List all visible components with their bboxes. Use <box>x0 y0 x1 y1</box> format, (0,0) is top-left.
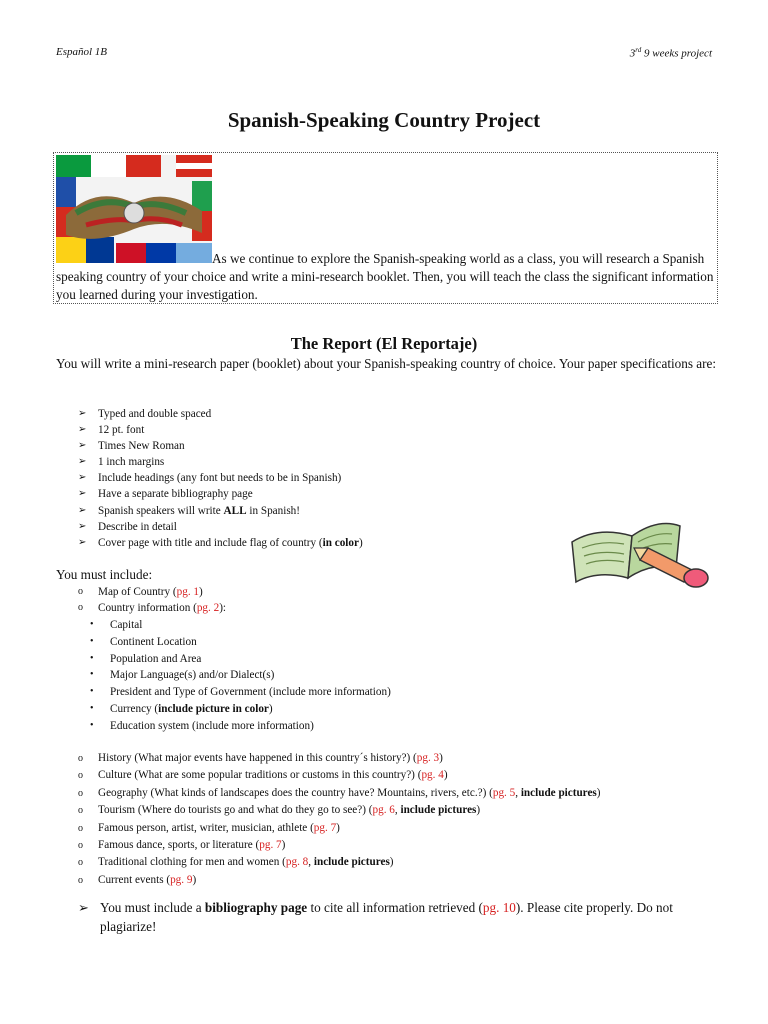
circle-bullet-icon: o <box>78 874 83 886</box>
header-project: 3rd 9 weeks project <box>629 46 712 60</box>
arrow-bullet-icon: ➢ <box>78 504 87 516</box>
list-item: • President and Type of Government (include more information) <box>88 684 391 701</box>
list-item: o Culture (What are some popular traditions or customs in this country?) (pg. 4) <box>78 767 601 784</box>
list-item: o Famous dance, sports, or literature (pg. 7) <box>78 837 601 854</box>
list-item: o Traditional clothing for men and women (pg. 8, include pictures) <box>78 854 601 871</box>
list-item: • Continent Location <box>88 634 391 651</box>
must-include-label: You must include: <box>56 567 153 582</box>
spec-item: ➢ Include headings (any font but needs to be in Spanish) <box>78 470 363 486</box>
page-sections-list <box>78 750 601 889</box>
spec-item: ➢ Cover page with title and include flag of country (in color) <box>78 535 363 551</box>
circle-bullet-icon: o <box>78 822 83 834</box>
page-title: Spanish-Speaking Country Project <box>227 108 541 132</box>
arrow-bullet-icon: ➢ <box>78 440 87 452</box>
circle-bullet-icon: o <box>78 602 83 614</box>
spec-item: ➢ 1 inch margins <box>78 454 363 470</box>
list-item: o Country information (pg. 2): <box>78 600 226 616</box>
arrow-bullet-icon: ➢ <box>78 456 87 468</box>
dot-bullet-icon: • <box>90 719 94 731</box>
report-paragraph: You will write a mini-research paper (booklet) about your Spanish-speaking country of choice. Your paper specifications are: <box>56 356 717 371</box>
spec-item: ➢ 12 pt. font <box>78 422 363 438</box>
spec-item: ➢ Typed and double spaced <box>78 406 363 422</box>
list-item: • Capital <box>88 617 391 634</box>
spec-item: ➢ Have a separate bibliography page <box>78 486 363 502</box>
book-pencil-image <box>568 512 714 590</box>
circle-bullet-icon: o <box>78 805 83 817</box>
must-include-list <box>78 584 226 616</box>
list-item: o Geography (What kinds of landscapes does the country have? Mountains, rivers, etc.?) (pg. 5, include pictures) <box>78 785 601 802</box>
list-item: • Currency (include picture in color) <box>88 701 391 718</box>
arrow-bullet-icon: ➢ <box>78 900 90 915</box>
list-item: o Famous person, artist, writer, musician, athlete (pg. 7) <box>78 820 601 837</box>
spec-item: ➢ Times New Roman <box>78 438 363 454</box>
circle-bullet-icon: o <box>78 753 83 764</box>
arrow-bullet-icon: ➢ <box>78 424 87 436</box>
dot-bullet-icon: • <box>90 652 94 664</box>
spec-item: ➢ Describe in detail <box>78 519 363 535</box>
arrow-bullet-icon: ➢ <box>78 408 87 419</box>
intro-box <box>53 152 718 304</box>
circle-bullet-icon: o <box>78 857 83 869</box>
list-item: • Major Language(s) and/or Dialect(s) <box>88 667 391 684</box>
circle-bullet-icon: o <box>78 840 83 852</box>
list-item: o Map of Country (pg. 1) <box>78 584 226 600</box>
country-info-list <box>88 617 391 735</box>
list-item: o Tourism (Where do tourists go and what do they go to see?) (pg. 6, include pictures) <box>78 802 601 819</box>
circle-bullet-icon: o <box>78 787 83 799</box>
arrow-bullet-icon: ➢ <box>78 472 87 484</box>
circle-bullet-icon: o <box>78 770 83 782</box>
dot-bullet-icon: • <box>90 702 94 714</box>
dot-bullet-icon: • <box>90 686 94 698</box>
list-item: o History (What major events have happened in this country´s history?) (pg. 3) <box>78 750 601 767</box>
intro-text: As we continue to explore the Spanish-speaking world as a class, you will research a Spanish speaking country of your choice and write a mini-research booklet. Then, you will teach the class the significant information you learned during your investigation. <box>56 251 714 302</box>
spec-list <box>78 406 363 551</box>
arrow-bullet-icon: ➢ <box>78 488 87 500</box>
list-item: • Education system (include more information) <box>88 718 391 735</box>
circle-bullet-icon: o <box>78 586 83 597</box>
dot-bullet-icon: • <box>90 619 94 630</box>
flags-handshake-image <box>56 155 212 263</box>
arrow-bullet-icon: ➢ <box>78 520 87 532</box>
arrow-bullet-icon: ➢ <box>78 536 87 548</box>
bibliography-note: ➢ You must include a bibliography page to cite all information retrieved (pg. 10). Please cite properly. Do not plagiarize! <box>78 900 673 934</box>
list-item: o Current events (pg. 9) <box>78 872 601 889</box>
dot-bullet-icon: • <box>90 635 94 647</box>
list-item: • Population and Area <box>88 651 391 668</box>
spec-item: ➢ Spanish speakers will write ALL in Spanish! <box>78 503 363 519</box>
dot-bullet-icon: • <box>90 669 94 681</box>
header-course: Español 1B <box>56 46 108 58</box>
report-heading: The Report (El Reportaje) <box>290 334 478 353</box>
